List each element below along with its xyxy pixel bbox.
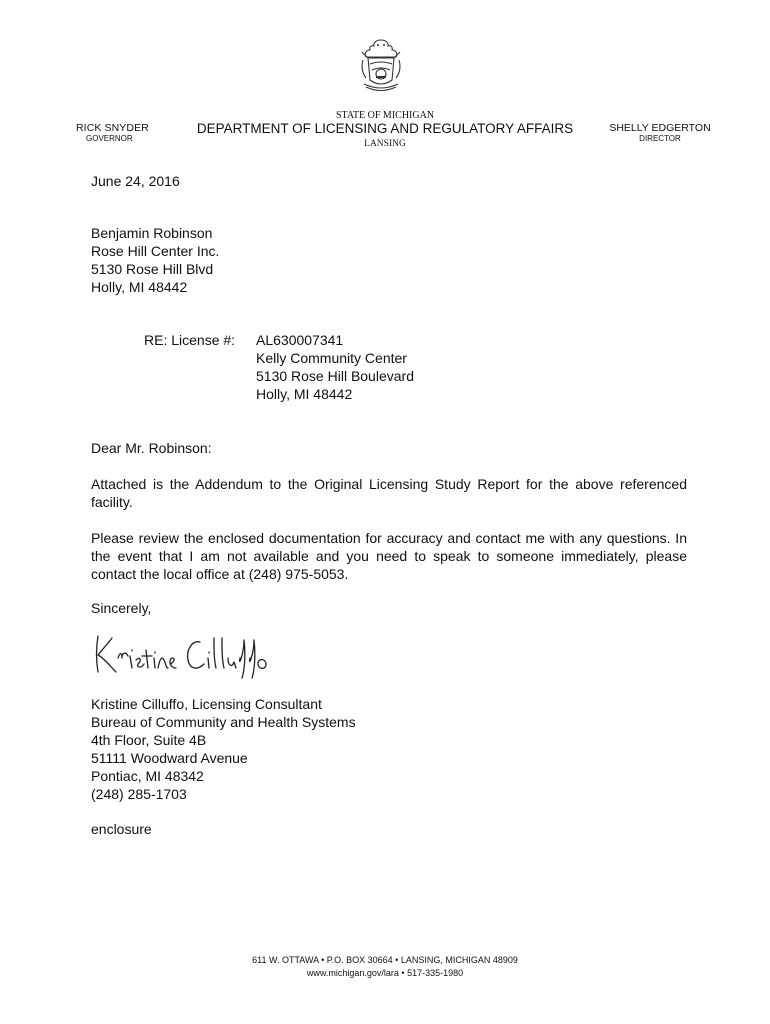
state-name: STATE OF MICHIGAN <box>335 110 435 121</box>
director-name: SHELLY EDGERTON <box>609 122 711 134</box>
handwritten-signature <box>88 628 288 680</box>
facility-street: 5130 Rose Hill Boulevard <box>256 368 414 384</box>
recipient-line: 5130 Rose Hill Blvd <box>91 261 214 277</box>
governor-title: GOVERNOR <box>86 134 133 143</box>
license-number: AL630007341 <box>256 332 344 348</box>
sender-phone: (248) 285-1703 <box>91 786 187 802</box>
sender-suite: 4th Floor, Suite 4B <box>91 732 207 748</box>
director-title: DIRECTOR <box>639 134 681 143</box>
recipient-address <box>91 224 219 296</box>
salutation: Dear Mr. Robinson: <box>91 440 212 456</box>
michigan-seal-icon <box>356 36 406 94</box>
facility-city: Holly, MI 48442 <box>256 386 353 402</box>
recipient-line: Benjamin Robinson <box>91 225 213 241</box>
city-name: LANSING <box>364 139 406 149</box>
department-name: DEPARTMENT OF LICENSING AND REGULATORY AFFAIRS <box>196 121 574 136</box>
footer-contact: www.michigan.gov/lara • 517-335-1980 <box>306 968 464 978</box>
re-label: RE: License #: <box>144 332 236 348</box>
paragraph-addendum: Attached is the Addendum to the Original Licensing Study Report for the above referenced facility. <box>91 476 687 510</box>
governor-name: RICK SNYDER <box>76 122 149 134</box>
paragraph-review: Please review the enclosed documentation for accuracy and contact me with any questions. In the event that I am not available and you need to speak to someone immediately, please contact the local office at (248) 975-5053. <box>91 530 687 582</box>
footer-address: 611 W. OTTAWA • P.O. BOX 30664 • LANSING, MICHIGAN 48909 <box>252 955 518 965</box>
enclosure-note: enclosure <box>91 821 152 837</box>
sender-street: 51111 Woodward Avenue <box>91 750 248 766</box>
recipient-line: Rose Hill Center Inc. <box>91 243 220 259</box>
re-details <box>256 331 414 403</box>
sender-bureau: Bureau of Community and Health Systems <box>91 714 356 730</box>
closing: Sincerely, <box>91 600 152 616</box>
facility-name: Kelly Community Center <box>256 350 407 366</box>
sender-block <box>91 695 356 803</box>
sender-city: Pontiac, MI 48342 <box>91 768 204 784</box>
sender-name-title: Kristine Cilluffo, Licensing Consultant <box>91 696 322 712</box>
recipient-line: Holly, MI 48442 <box>91 279 188 295</box>
letter-date: June 24, 2016 <box>91 173 180 189</box>
